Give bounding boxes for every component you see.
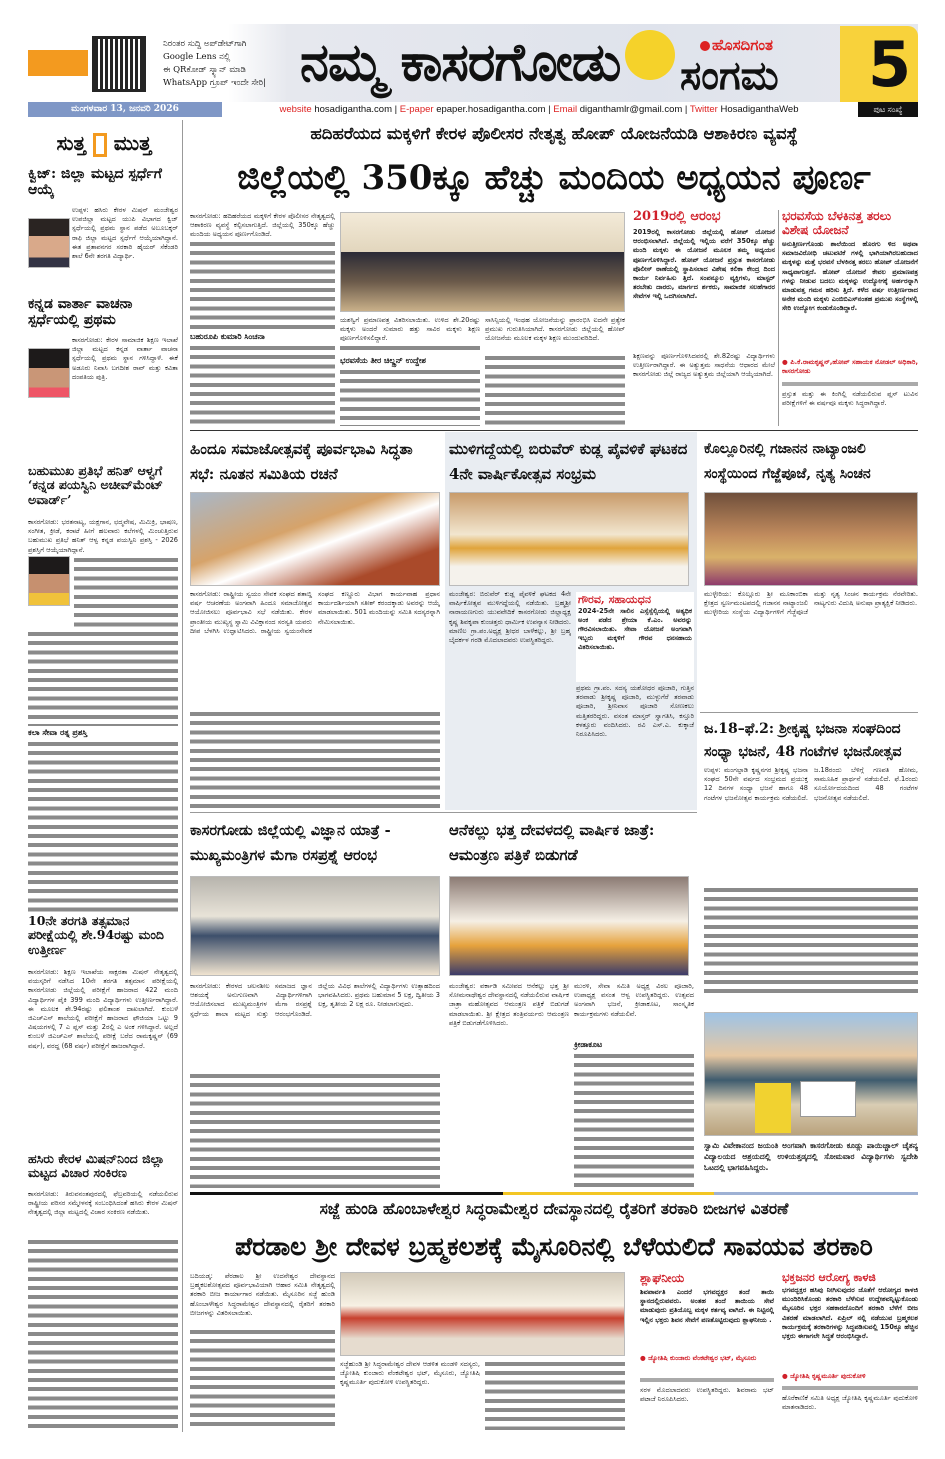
article-body: ಸರಳ ಮೊದಲಾದವರು ಉಪಸ್ಥಿತರಿದ್ದರು. ಶಿವರಾಮ ಭಟ್ ಪಟಾಜೆ ನಿರೂಪಿಸಿದರು. [640, 1386, 774, 1404]
headline: ಹಿಂದೂ ಸಮಾಜೋತ್ಸವಕ್ಕೆ ಪೂರ್ವಭಾವಿ ಸಿದ್ಧತಾ ಸಭೆ: ನೂತನ ಸಮಿತಿಯ ರಚನೆ [190, 440, 413, 483]
sidebar-heading: ಭಕ್ತಜನರ ಆರೋಗ್ಯ ಕಾಳಜಿ [782, 1271, 876, 1284]
student-photo [28, 556, 70, 606]
brand-name: ಹೊಸದಿಗಂತ [712, 36, 773, 54]
section-logo-text: ಸುತ್ತ [56, 131, 86, 155]
column-divider [182, 120, 183, 1432]
article-body: ಕಾಸರಗೋಡು: ತಿರುವನಂತಪುರದಲ್ಲಿ ಫೆಬ್ರವರಿಯಲ್ಲಿ ನಡೆಯಲಿರುವ ರಾಷ್ಟ್ರೀಯ ಪರಿಸರ ಸಮ್ಮೇಳನಕ್ಕೆ ಸಂಬಂಧಿಸಿದಂತೆ ಹಸಿರು ಕೇರಳ ಮಿಷನ್ ನೇತೃತ್ವದಲ್ಲಿ ಜಿಲ್ಲಾ ಮಟ್ಟದಲ್ಲಿ ವಿಚಾರ ಸಂಕಿರಣ ನಡೆಯಿತು. [28, 1190, 178, 1217]
banner [800, 1081, 856, 1117]
bottom-kicker: ಸಜ್ಜೆ ಹುಂಡಿ ಹೊಂಬಾಳೇಶ್ವರ ಸಿದ್ಧರಾಮೇಶ್ವರ ದೇವಸ್ಥಾನದಲ್ಲಿ ರೈತರಿಗೆ ತರಕಾರಿ ಬೀಜಗಳ ವಿತರಣೆ [319, 1199, 789, 1218]
headline: ಆನೆಕಲ್ಲು ಭತ್ತ ದೇವಳದಲ್ಲಿ ವಾರ್ಷಿಕ ಜಾತ್ರೆ: ಆಮಂತ್ರಣ ಪತ್ರಿಕೆ ಬಿಡುಗಡೆ [449, 821, 655, 864]
article-body: ಸಾಸಿನ್ಸಿಯಲ್ಲಿ ಇಂಥಹ ಯೋಜನೆಯನ್ನು ಪ್ರಾರಂಭಿಸಿ ಐದನೇ ಪ್ರತ್ಯೇಕ ಪ್ರಮುಖ ಗುರುತಿಸಿಯಾಗಿದೆ. ಕಾಸರಗೋಡು ಜಿಲ್ಲೆಯಲ್ಲಿ ಹೋಪ್ ಯೋಜನೆಯ ಮೂಲಕ ಮಕ್ಕಳ ಶಿಕ್ಷಣ ಮುಂದುವರಿದಿದೆ. [485, 316, 625, 343]
article-text: ಕಾಸರಗೋಡು: ಕೇರಳ ಸಾಮಾಜಿಕ ಶಿಕ್ಷಣ ಇಲಾಖೆ ಜಿಲ್ಲಾ ಮಟ್ಟದ ಕನ್ನಡ ವಾರ್ತಾ ವಾಚನಾ ಸ್ಪರ್ಧೆಯಲ್ಲಿ ಪ್ರಥಮ ಸ್ಥಾನ ಗಳಿಸಿದ್ದಾಳೆ. ಈಕೆ ಅಡೂರು ನಿವಾಸಿ ಬಗದೀಶ ರಾವ್ ಮತ್ತು ಕವಿತಾ ದಂಪತಿಯ ಪುತ್ರಿ. [72, 336, 178, 381]
sidebar-text: 2019ರಲ್ಲಿ ಕಾಸರಗೋಡು ಜಿಲ್ಲೆಯಲ್ಲಿ ಹೋಪ್ ಯೋಜನೆ ಆರಂಭಿಸಲಾಗಿದೆ. ಜಿಲ್ಲೆಯಲ್ಲಿ ಇಲ್ಲಿಯ ವರೆಗೆ 350ಕ್ಕೂ ಹೆಚ್ಚು ಮಂದಿ ಮಕ್ಕಳು ಈ ಯೋಜನೆ ಮೂಲಕ ತಮ್ಮ ಅಧ್ಯಯನ ಪೂರ್ಣಗೊಳಿಸಿದ್ದಾರೆ. ಹೋಪ್ ಯೋಜನೆ ಪ್ರಸ್ತುತ ಕಾಸರಗೋಡು ಪೊಲೀಸ್ ಠಾಣೆಯಲ್ಲಿ ಸ್ಥಾಪಿಸಲಾದ ವಿಶೇಷ ಕಲಿಕಾ ಕೇಂದ್ರ ದಿಂದ ಕಾರ್ಯ ನಿರ್ವಹಿಸು ತ್ತಿದೆ. ಸಂಪನ್ಮೂಲ ವ್ಯಕ್ತಿಗಳು, ಮಾಸ್ಟರ್ ತರಬೇತು ದಾರರು, ಮಾರ್ಗದ ರ್ಶಕರು, ಸಾಮಾಜಿಕ ಸಲಹೆಗಾರರ ಸೇವೆಗಳ ಇಲ್ಲಿ ಒದಗಿಸಲಾಗಿದೆ. [633, 228, 775, 301]
headline: ಕಾಸರಗೋಡು ಜಿಲ್ಲೆಯಲ್ಲಿ ವಿಜ್ಞಾನ ಯಾತ್ರೆ - ಮುಖ್ಯಮಂತ್ರಿಗಳ ಮೆಗಾ ರಸಪ್ರಶ್ನೆ ಆರಂಭ [190, 822, 391, 864]
sun-decoration [625, 30, 675, 80]
photo-spacer [28, 216, 72, 274]
article-body-continued [340, 344, 480, 354]
headline: ಹಸಿರು ಕೇರಳ ಮಿಷನ್‌ನಿಂದ ಜಿಲ್ಲಾ ಮಟ್ಟದ ವಿಚಾರ ಸಂಕಿರಣ [28, 1151, 165, 1181]
headline: ಕನ್ನಡ ವಾರ್ತಾ ವಾಚನಾ ಸ್ಪರ್ಧೆಯಲ್ಲಿ ಪ್ರಥಮ [28, 296, 133, 329]
sidebar-text: ಶಿವಪಾರ್ವತಿ ಎಂದರೆ ಭಗವದ್ಭಕ್ತರ ತಂದೆ ತಾಯಿ ಸ್ಥಾನದಲ್ಲಿರುವವರು. ಅಂತಹ ತಂದೆ ತಾಯಿಯ ಸೇವೆ ಮಾಡುವುದು ಪ್ರತಿಯೊಬ್ಬ ಮಕ್ಕಳ ಕರ್ತವ್ಯ ವಾಗಿದೆ. ಈ ನಿಟ್ಟಿನಲ್ಲಿ ಇಲ್ಲಿನ ಭಕ್ತರು ಶಿವನ ಸೇವೆಗೆ ಪಣತೊಟ್ಟಿರುವುದು ಶ್ಲಾಘನೀಯ . [640, 1288, 774, 1324]
orange-accent-bar [28, 50, 88, 76]
article-body [28, 206, 178, 280]
sidebar-rule [640, 1378, 774, 1382]
subheading: ಕ್ರೀಡಾಕೂಟ [574, 1039, 603, 1049]
headline: ಬಹುಮುಖ ಪ್ರತಿಭೆ ಹನಿತ್ ಆಳ್ವಗೆ ‘ಕನ್ನಡ ಪಯಸ್ವಿನಿ ಅಚೀವ್‌ಮೆಂಟ್ ಅವಾರ್ಡ್’ [28, 463, 163, 507]
event-photo [449, 492, 689, 586]
subheading: ಬಹುರೂಪಿ ಕುಮಾರಿ ಸಿಂಚನಾ [190, 331, 265, 341]
brand-logo-icon [700, 41, 710, 51]
article-body-continued [28, 740, 178, 912]
section-logo [34, 126, 174, 160]
section-logo-text: ಮುತ್ತ [113, 131, 152, 155]
article-body: ಹೊರೆಕಾಣಿಕೆ ಸಮಿತಿ ಅಧ್ಯಕ್ಷ ಜ್ಯೋತಿಷಿ ಕೃಷ್ಣಮೂರ್ತಿ ಪುದುಕೋಳಿ ಮಾತನಾಡಿದರು. [782, 1394, 918, 1412]
photo-caption: ಸ್ವಾಮಿ ವಿವೇಕಾನಂದ ಜಯಂತಿ ಅಂಗವಾಗಿ ಕಾಸರಗೋಡು ಕೂಡ್ಲು ಪಾಯಿಚ್ಚಾಲ್ ಚೈತನ್ಯ ವಿದ್ಯಾಲಯದ ಆಶ್ರಯದಲ್ಲಿ ಉಳಿಯತ್ತಡ್ಕದಲ್ಲಿ ಸೋಮವಾರ ವಿದ್ಯಾರ್ಥಿಗಳು ಸ್ವದೇಶಿ ಓಟದಲ್ಲಿ ಭಾಗವಹಿಸಿದ್ದರು. [704, 1141, 918, 1172]
door-icon [93, 133, 107, 157]
twitter-link[interactable]: HosadiganthaWeb [720, 104, 799, 115]
event-photo [704, 492, 918, 586]
sidebar-rule [782, 382, 918, 386]
article-body-continued [190, 710, 440, 808]
article-body-continued [704, 886, 918, 998]
promo-line: ನಿರಂತರ ಸುದ್ದಿ ಅಪ್‌ಡೇಟ್‌ಗಾಗಿ [163, 39, 247, 49]
contact-links: website hosadigantha.com | E-paper epaper.hosadigantha.com | Email diganthamlr@gmail.com | Twitter HosadiganthaWeb [279, 104, 799, 115]
lead-headline: ಜಿಲ್ಲೆಯಲ್ಲಿ 350ಕ್ಕೂ ಹೆಚ್ಚು ಮಂದಿಯ ಅಧ್ಯಯನ ಪೂರ್ಣ [237, 158, 871, 198]
article-body: ಯಶಸ್ವಿಗೆ ಪ್ರಮಾಣಪತ್ರ ವಿತರಿಸಲಾಯಿತು. ಉಳಿದ ಶೇ.20ರಷ್ಟು ಮಕ್ಕಳು ಅಂದರೆ ಸುಮಾರು ಹತ್ತು ಸಾವಿರ ಮಕ್ಕಳು ಶಿಕ್ಷಣ ಪೂರ್ಣಗೊಳಿಸಲಿದ್ದಾರೆ. [340, 316, 480, 343]
article-body-continued [340, 368, 480, 426]
event-photo [190, 492, 440, 586]
article-body: ಮುಳ್ಳೇರಿಯ: ಕೊಲ್ಲೂರು ಶ್ರೀ ಮೂಕಾಂಬಿಕಾ ಕ್ಷೇತ್ರದ ಸ್ವರ್ಣಮಂಟಪದಲ್ಲಿ ಗಜಾನನ ನಾಟ್ಯಾಂಜಲಿ ಮುಳ್ಳೇರಿಯ ಸಂಸ್ಥೆಯ ವಿದ್ಯಾರ್ಥಿಗಳಿಗೆ ಗೆಜ್ಜೆಪೂಜೆ ಮತ್ತು ನೃತ್ಯ ಸಿಂಚನ ಕಾರ್ಯಕ್ರಮ ನೆರವೇರಿತು. ನಾಟ್ಯಗುರು ವಿದುಷಿ ಅನುಷಾ ಪ್ರಾತ್ಯಕ್ಷಿಕೆ ನೀಡಿದರು. [704, 590, 918, 617]
section-divider [190, 812, 697, 813]
event-photo [449, 876, 689, 976]
article-body-continued [190, 1328, 335, 1430]
info-box-text: 2024-25ನೇ ಸಾಲಿನ ಎಸ್ಸೆಸ್ಸೆಲ್ಸಿಯಲ್ಲಿ ಅತ್ಯಧಿಕ ಅಂಕ ಪಡೆದ ಶ್ರೇಯಾ ಕೆ.ಎಂ. ಅವರನ್ನು ಗೌರವಿಸಲಾಯಿತು. ಸೇವಾ ಯೋಜನೆ ಅಂಗವಾಗಿ ಇಬ್ಬರು ಮಕ್ಕಳಿಗೆ ಗೌರವ ಧನಸಹಾಯ ವಿತರಿಸಲಾಯಿತು. [578, 606, 692, 652]
event-photo [190, 876, 440, 976]
article-body: ಪ್ರಥಮ ಗ್ರಾ.ಪಂ. ಸದಸ್ಯ ಯಶೋಧರ ಪೂಜಾರಿ, ಗುತ್ತಿನ ತರವಾಡು ಶ್ರೀಕೃಷ್ಣ ಪೂಜಾರಿ, ಮುಳ್ಳುಗೆರೆ ತರವಾಡು ಪೂಜಾರಿ, ಶ್ರೀನಿವಾಸ ಪೂಜಾರಿ ಸೋಣಕಲು ಮತ್ತಿತರರಿದ್ದರು. ವಸಂತ ಮಾಸ್ತರ್ ಸ್ವಾಗತಿಸಿ, ಕಸ್ತೂರಿ ಕಳತ್ತೂರು ವಂದಿಸಿದರು. ರವಿ ಎಸ್.ಎ. ಕುಕ್ಕಾಜೆ ನಿರೂಪಿಸಿದರು. [576, 684, 694, 739]
link-label: Twitter [689, 104, 718, 115]
sidebar-heading: ಭರವಸೆಯ ಬೆಳಕಿನತ್ತ ತರಲು ವಿಶೇಷ ಯೋಜನೆ [782, 209, 892, 237]
flag [755, 1083, 791, 1133]
article-body-continued [190, 1072, 440, 1188]
sidebar-heading: 2019ರಲ್ಲಿ ಆರಂಭ [633, 209, 721, 224]
promo-line: WhatsApp ಗ್ರೂಪ್ ಇಂದೇ ಸೇರಿ| [163, 78, 267, 88]
article-body-continued [485, 354, 625, 426]
article-body: ಉಪ್ಪಳ: ಮಂಗಲ್ಪಾಡಿ ಕೃಷ್ಣನಗರ ಶ್ರೀಕೃಷ್ಣ ಭಜನಾ ಸಂಘದ 50ನೇ ವರ್ಷದ ಸಂಭ್ರಮದ ಪ್ರಯುಕ್ತ 12 ದಿನಗಳ ಸಂಧ್ಯಾ ಭಜನೆ ಹಾಗೂ 48 ಗಂಟೆಗಳ ಭಜನೋತ್ಸವ ಕಾರ್ಯಕ್ರಮ ನಡೆಯಲಿದೆ. ಜ.18ರಂದು ಬೆಳಿಗ್ಗೆ ಗಣಪತಿ ಹೋಮ, ಸಾಮೂಹಿಕ ಪ್ರಾರ್ಥನೆ ನಡೆಯಲಿದೆ. ಫೆ.1ರಂದು ಸೂರ್ಯೋದಯದಿಂದ 48 ಗಂಟೆಗಳ ಭಜನೋತ್ಸವ ನಡೆಯಲಿದೆ. [704, 766, 918, 802]
article-body: ಪ್ರಸ್ತುತ ಮತ್ತು ಈ ಕಿಂಗಿಲ್ಲಿ ನಡೆಯಲಿರುವ ಪ್ಲಸ್ ಟುವಿನ ಪರೀಕ್ಷೆಗಳಿಗೆ ಈ ವರ್ಷವೂ ಮಕ್ಕಳು ಸಿದ್ಧರಾಗಿದ್ದಾರೆ. [782, 390, 918, 408]
article-body [28, 336, 178, 446]
email-link[interactable]: diganthamlr@gmail.com [579, 104, 683, 115]
section-divider [190, 1192, 918, 1195]
page-title: ನಮ್ಮ ಕಾಸರಗೋಡು [300, 32, 621, 93]
article-body-continued [28, 630, 178, 726]
headline: 10ನೇ ತರಗತಿ ತತ್ಸಮಾನ ಪರೀಕ್ಷೆಯಲ್ಲಿ ಶೇ.94ರಷ್ಟು ಮಂದಿ ಉತ್ತೀರ್ಣ [28, 913, 165, 957]
article-body-continued [74, 556, 178, 628]
sidebar-text: ಭಗವದ್ಭಕ್ತರ ಹಸಿವು ನೀಗಿಸುವುದರ ಜೊತೆಗೆ ಆರೋಗ್ಯದ ಕಾಳಜಿ ಮುಂದಿರಿಸಿಕೊಂಡು ತರಕಾರಿ ಬೆಳೆಸುವ ಉದ್ದೇಶವನ್ನಿಟ್ಟುಕೊಂಡು ಮೈಸೂರಿನ ಭಕ್ತರ ಸಹಕಾರದೊಂದಿಗೆ ತರಕಾರಿ ಬೆಳೆಗೆ ಬೀಜ ವಿತರಣೆ ಮಾಡಲಾಗಿದೆ. ಏಪ್ರಿಲ್ ನಲ್ಲಿ ನಡೆಯುವ ಬ್ರಹ್ಮಕಲಶ ಕಾರ್ಯಕ್ರಮಕ್ಕೆ ತರಕಾರಿಗಳನ್ನು ಸಿದ್ಧಪಡಿಸುವಲ್ಲಿ 150ಕ್ಕೂ ಹೆಚ್ಚಿನ ಭಕ್ತರು ಈಗಾಗಲೇ ಸಿದ್ಧತೆ ಆರಂಭಿಸಿದ್ದಾರೆ. [782, 1286, 918, 1341]
article-body: ಕಾಸರಗೋಡು: ಹದಿಹರೆಯದ ಮಕ್ಕಳಿಗೆ ಕೇರಳ ಪೊಲೀಸರ ನೇತೃತ್ವದಲ್ಲಿ ಆಶಾಕಿರಣ ವ್ಯವಸ್ಥೆ ಕಲ್ಪಿಸಲಾಗುತ್ತಿದೆ. ಜಿಲ್ಲೆಯಲ್ಲಿ 350ಕ್ಕೂ ಹೆಚ್ಚು ಮಂದಿಯ ಅಧ್ಯಯನ ಪೂರ್ಣಗೊಂಡಿದೆ. [190, 212, 335, 239]
section-divider [190, 430, 918, 431]
sidebar-text: ಅನುತ್ತೀರ್ಣಗೊಂಡು ಶಾಲೆಯಿಂದ ಹೊರಗು ಳಿದ ಅಥವಾ ಸಮಾಜವಿರೋಧಿ ಚಟುವಟಿಕೆ ಗಳಲ್ಲಿ ಭಾಗಿಯಾಗಿರಬಹುದಾದ ಮಕ್ಕಳನ್ನು ಮತ್ತೆ ಭರವಸೆ ಬೆಳಕಿನತ್ತ ತರಲು ಹೋಪ್ ಯೋಜನೆಗೆ ಸಾಧ್ಯವಾಗುತ್ತದೆ. ಹೋಪ್ ಯೋಜನೆ ಕೇವಲ ಪ್ರಮಾಣಪತ್ರ ಗಳನ್ನು ನೀಡುವ ಬದಲು ಮಕ್ಕಳನ್ನು ಉದ್ಯೋಗಕ್ಕೆ ಅರ್ಹರನ್ನಾಗಿ ಮಾಡುವತ್ತ ಗಮನ ಹರಿಸು ತ್ತಿದೆ. ಕಳೆದ ವರ್ಷ ಉತ್ತೀರ್ಣರಾದ ಅನೇಕ ಮಂದಿ ಮಕ್ಕಳು ಎಂಬಿಬಿಎಸ್‌ನಂತಹ ಪ್ರಮುಖ ಸಂಸ್ಥೆಗಳಲ್ಲಿ ಸೇರಿ ಉದ್ಯೋಗ ಕಂಡುಕೊಂಡಿದ್ದಾರೆ. [782, 240, 918, 313]
info-box [576, 592, 694, 682]
article-body: ಮುರಳಿ, ಸೇವಾ ಸಮಿತಿ ಅಧ್ಯಕ್ಷ ವಿಠಲ ಪೂಜಾರಿ, ಉಪಾಧ್ಯಕ್ಷ ವಸಂತ ಆಳ್ವ ಉಪಸ್ಥಿತರಿದ್ದರು. ಉತ್ಸವದ ಅಂಗವಾಗಿ ಭಜನೆ, ಕ್ರೀಡಾಕೂಟ, ಸಾಂಸ್ಕೃತಿಕ ಕಾರ್ಯಕ್ರಮಗಳು ನಡೆಯಲಿವೆ. [574, 982, 694, 1018]
website-link[interactable]: hosadigantha.com [314, 104, 392, 115]
article-body-continued [485, 1360, 625, 1430]
article-body: ಮಂಜೇಶ್ವರ: ವರ್ಕಾಡಿ ಸಮೀಪದ ಆನೆಕಲ್ಲು ಭತ್ತ ಶ್ರೀ ಸೋಮನಾಥೇಶ್ವರ ದೇವಸ್ಥಾನದಲ್ಲಿ ನಡೆಯಲಿರುವ ವಾರ್ಷಿಕ ಜಾತ್ರಾ ಮಹೋತ್ಸವದ ಆಮಂತ್ರಣ ಪತ್ರಿಕೆ ಬಿಡುಗಡೆ ಮಾಡಲಾಯಿತು. ಶ್ರೀ ಕ್ಷೇತ್ರದ ತಂತ್ರಿವರ್ಯರು ಆಮಂತ್ರಣ ಪತ್ರಿಕೆ ಬಿಡುಗಡೆಗೊಳಿಸಿದರು. [449, 982, 569, 1027]
issue-date: ಮಂಗಳವಾರ 13, ಜನವರಿ 2026 [28, 102, 222, 117]
news-photo [704, 1012, 918, 1136]
article-body: ಕಾಸರಗೋಡು: ಶಿಕ್ಷಣ ಇಲಾಖೆಯ ಸಾಕ್ಷರತಾ ಮಿಷನ್ ನೇತೃತ್ವದಲ್ಲಿ ವಯಸ್ಕರಿಗೆ ನಡೆಸಿದ 10ನೇ ತರಗತಿ ತತ್ಸಮಾನ ಪರೀಕ್ಷೆಯಲ್ಲಿ ಕಾಸರಗೋಡು ಜಿಲ್ಲೆಯಲ್ಲಿ ಪರೀಕ್ಷೆಗೆ ಹಾಜರಾದ 422 ಮಂದಿ ವಿದ್ಯಾರ್ಥಿಗಳ ಪೈಕಿ 399 ಮಂದಿ ವಿದ್ಯಾರ್ಥಿಗಳು ಉತ್ತೀರ್ಣರಾಗಿದ್ದಾರೆ. ಈ ಮೂಲಕ ಶೇ.94ರಷ್ಟು ಫಲಿತಾಂಶ ದಾಖಲಾಗಿದೆ. ಕುಂಬಳೆ ಜಿಎಚ್‌ಎಸ್ ಶಾಲೆಯಲ್ಲಿ ಪರೀಕ್ಷೆಗೆ ಹಾಜರಾದ ಫೌಜಿಯಾ ಒಟ್ಟು 9 ವಿಷಯಗಳಲ್ಲಿ 7 ಎ ಪ್ಲಸ್ ಮತ್ತು 2ರಲ್ಲಿ ಎ ಅಂಕ ಗಳಿಸಿದ್ದಾರೆ. ಅಲ್ಲದೆ ಕುಂಬಳೆ ಜಿಎಚ್‌ಎಸ್ ಶಾಲೆಯಲ್ಲಿ ಪರೀಕ್ಷೆ ಬರೆದ ರಾಮಕೃಷ್ಣನ್ (69 ವರ್ಷ), ವರದ್ದ (68 ವರ್ಷ) ಪರೀಕ್ಷೆಗೆ ಹಾಜರಾಗಿದ್ದಾರೆ. [28, 968, 178, 1050]
headline: ಕ್ವಿಜ್: ಜಿಲ್ಲಾ ಮಟ್ಟದ ಸ್ಪರ್ಧೆಗೆ ಆಯ್ಕೆ [28, 166, 162, 199]
sidebar-heading: ಶ್ಲಾಘನೀಯ [640, 1271, 685, 1285]
article-body: ಶಿಕ್ಷಣವನ್ನು ಪೂರ್ಣಗೊಳಿಸಿದವರಲ್ಲಿ ಶೇ.82ರಷ್ಟು ವಿದ್ಯಾರ್ಥಿಗಳು ಉತ್ತೀರ್ಣರಾಗಿದ್ದಾರೆ. ಈ ಅತ್ಯುತ್ತಮ ಸಾಧನೆಯ ಆಧಾರದ ಮೇಲೆ ಕಾಸರಗೋಡು ಜಿಲ್ಲೆ ರಾಜ್ಯದ ಅತ್ಯುತ್ತಮ ಜಿಲ್ಲೆಯಾಗಿ ಆಯ್ಕೆಯಾಗಿದೆ. [633, 352, 775, 379]
link-label: website [279, 104, 312, 115]
article-body-continued [574, 1052, 694, 1188]
headline: ಕೊಲ್ಲೂರಿನಲ್ಲಿ ಗಜಾನನ ನಾಟ್ಯಾಂಜಲಿ ಸಂಸ್ಥೆಯಿಂದ ಗೆಜ್ಜೆಪೂಜೆ, ನೃತ್ಯ ಸಿಂಚನ [704, 441, 871, 482]
whatsapp-promo [163, 38, 293, 90]
article-body-continued [190, 344, 335, 426]
lead-kicker: ಹದಿಹರೆಯದ ಮಕ್ಕಳಿಗೆ ಕೇರಳ ಪೊಲೀಸರ ನೇತೃತ್ವ ಹೋಪ್ ಯೋಜನೆಯಡಿ ಆಶಾಕಿರಣ ವ್ಯವಸ್ಥೆ [310, 124, 798, 143]
link-label: E-paper [399, 104, 434, 115]
bottom-headline: ಪೆರಡಾಲ ಶ್ರೀ ದೇವಳ ಬ್ರಹ್ಮಕಲಶಕ್ಕೆ ಮೈಸೂರಿನಲ್ಲಿ ಬೆಳೆಯಲಿದೆ ಸಾವಯವ ತರಕಾರಿ [235, 1232, 873, 1261]
promo-line: ಈ QRಕೋಡ್ ಸ್ಕ್ಯಾನ್ ಮಾಡಿ [163, 65, 246, 75]
epaper-link[interactable]: epaper.hosadigantha.com [436, 104, 546, 115]
article-body: ಸಜ್ಜೆಹುಂಡಿ ಶ್ರೀ ಸಿದ್ಧರಾಮೇಶ್ವರ ದೇವಳ ಆಡಳಿತ ಮಂಡಳಿ ಸದಸ್ಯರು, ಜ್ಯೋತಿಷಿ ಕುಂಜಾರು ವೆಂಕಟೇಶ್ವರ ಭಟ್, ಮೈಸೂರು, ಜ್ಯೋತಿಷಿ ಕೃಷ್ಣಮೂರ್ತಿ ಪುದುಕೋಳಿ ಉಪಸ್ಥಿತರಿದ್ದರು. [340, 1360, 480, 1387]
bottom-photo [340, 1272, 625, 1356]
sidebar-signature: ● ಪಿ.ಕೆ.ರಾಮಕೃಷ್ಣನ್,ಹೋಪ್ ಸಹಾಯಕ ನೋಡಲ್ ಅಧಿಕಾರಿ, ಕಾಸರಗೋಡು [782, 358, 918, 378]
supplement-name: ಸಂಗಮ [680, 52, 779, 99]
article-body-continued [28, 1238, 178, 1430]
article-text: ಉಪ್ಪಳ: ಹಸಿರು ಕೇರಳ ಮಿಷನ್ ಮಂಜೇಶ್ವರ ಉಪಜಿಲ್ಲಾ ಮಟ್ಟದ ಯುಪಿ ವಿಭಾಗದ ಕ್ವಿಜ್ ಸ್ಪರ್ಧೆಯಲ್ಲಿ ಪ್ರಥಮ ಸ್ಥಾನ ಪಡೆದ ಅಬೂಬಕ್ಕರ್ ರಾಫಿ ಜಿಲ್ಲಾ ಮಟ್ಟದ ಸ್ಪರ್ಧೆಗೆ ಆಯ್ಕೆಯಾಗಿದ್ದಾನೆ. ಈತ ಪ್ರತಾಪನಗರ ಸರಕಾರಿ ಹೈಯರ್ ಸೆಕೆಂಡರಿ ಶಾಲೆ 6ನೇ ತರಗತಿ ವಿದ್ಯಾರ್ಥಿ. [72, 206, 178, 261]
article-body-continued [190, 240, 335, 330]
sidebar-rule [782, 1386, 918, 1390]
section-divider [700, 712, 918, 713]
page-label: ಪುಟ ಸಂಖ್ಯೆ [858, 102, 918, 117]
subheading: ಭರವಸೆಯ ತೀರ ಚಿಲ್ಡ್ರನ್ ಉದ್ದೇಶ [340, 355, 426, 365]
photo-spacer [28, 346, 72, 406]
headline: ಮುಳಿಗದ್ದೆಯಲ್ಲಿ ಬಿರುವೆರ್ ಕುಡ್ಲ ಪೈವಳಿಕೆ ಘಟಕದ 4ನೇ ವಾರ್ಷಿಕೋತ್ಸವ ಸಂಭ್ರಮ [449, 440, 688, 483]
lead-photo [340, 212, 625, 312]
qr-code[interactable] [92, 36, 146, 92]
article-body: ಕಾಸರಗೋಡು: ರಾಷ್ಟ್ರೀಯ ಸ್ವಯಂ ಸೇವಕ ಸಂಘದ ಶತಾಬ್ದಿ ವರ್ಷ ಆಚರಣೆಯ ಅಂಗವಾಗಿ ಹಿಂದೂ ಸಮಾಜೋತ್ಸವ ಆಯೋಜಿಸಲು ಪೂರ್ವಭಾವಿ ಸಭೆ ನಡೆಯಿತು. ಕೇರಳ ಪ್ರಾಂತೀಯ ಮುಖ್ಯಸ್ಥ ಸ್ವಾಮಿ ವಿವಿಕ್ತಾನಂದ ಸರಸ್ವತಿ ಯವರು ದೀಪ ಬೆಳಗಿಸಿ ಉದ್ಘಾಟಿಸಿದರು. ರಾಷ್ಟ್ರೀಯ ಸ್ವಯಂಸೇವಕ ಸಂಘದ ಕಣ್ಣೂರು ವಿಭಾಗ ಕಾರ್ಯವಾಹ ಪ್ರಧಾನ ಕಾರ್ಯದರ್ಶಿಯಾಗಿ ಸತೀಶ್ ಕರಂದಕ್ಕಾಡು ಅವರನ್ನು ಆಯ್ಕೆ ಮಾಡಲಾಯಿತು. 501 ಮಂದಿಯನ್ನು ಸಮಿತಿ ಸದಸ್ಯರನ್ನಾಗಿ ನೇಮಿಸಲಾಯಿತು. [190, 590, 440, 635]
promo-line: Google Lens ನಲ್ಲಿ [163, 52, 231, 62]
sidebar-signature: ● ಜ್ಯೋತಿಷಿ ಕುಂಜಾರು ವೆಂಕಟೇಶ್ವರ ಭಟ್, ಮೈಸೂರು [640, 1354, 774, 1374]
info-box-heading: ಗೌರವ, ಸಹಾಯಧನ [578, 593, 651, 606]
headline: ಜ.18–ಫೆ.2: ಶ್ರೀಕೃಷ್ಣ ಭಜನಾ ಸಂಘದಿಂದ ಸಂಧ್ಯಾ ಭಜನೆ, 48 ಗಂಟೆಗಳ ಭಜನೋತ್ಸವ [704, 721, 902, 760]
page-number: 5 [868, 28, 912, 101]
article-body: ಮಂಜೇಶ್ವರ: ಬಿರುವೆರ್ ಕುಡ್ಲ ಪೈವಳಿಕೆ ಘಟಕದ 4ನೇ ವಾರ್ಷಿಕೋತ್ಸವ ಮುಳಿಗದ್ದೆಯಲ್ಲಿ ನಡೆಯಿತು. ಬ್ರಹ್ಮಶ್ರೀ ನಾರಾಯಣಗುರು ಯುವವೇದಿಕೆ ಕಾಸರಗೋಡು ಜಿಲ್ಲಾಧ್ಯಕ್ಷ ಕೃಷ್ಣ ಶಿವಕೃಪಾ ಕುಂಚತ್ತರು ಧಾರ್ಮಿಕ ಉಪನ್ಯಾಸ ನೀಡಿದರು. ಮಾಣಿಲ ಗ್ರಾ.ಪಂ.ಅಧ್ಯಕ್ಷ ಶ್ರೀಧರ ಬಾಳೆಕಲ್ಲು, ಶ್ರೀ ಬ್ರಹ್ಮ ಬೈದರ್ಕಳ ಗರಡಿ ಮೊದಲಾದವರು ಉಪಸ್ಥಿತರಿದ್ದರು. [449, 590, 571, 645]
article-body: ಕಾಸರಗೋಡು: ಕೇರಳದ ಚಲನಶೀಲ ಸಮಾಜದ ಜ್ಞಾನ ಆಶಯಕ್ಕೆ ಅನುಗುಣವಾಗಿ ವಿದ್ಯಾರ್ಥಿಗಳಿಗಾಗಿ ಆಯೋಜಿಸಲಾದ ಮುಖ್ಯಮಂತ್ರಿಗಳ ಮೆಗಾ ರಸಪ್ರಶ್ನೆ ಸ್ಪರ್ಧೆಯ ಶಾಲಾ ಮಟ್ಟದ ಸುತ್ತು ಆರಂಭಗೊಂಡಿದೆ. ಜಿಲ್ಲೆಯ ವಿವಿಧ ಶಾಲೆಗಳಲ್ಲಿ ವಿದ್ಯಾರ್ಥಿಗಳು ಉತ್ಸಾಹದಿಂದ ಭಾಗವಹಿಸಿದರು. ಪ್ರಥಮ ಬಹುಮಾನ 5 ಲಕ್ಷ, ದ್ವಿತೀಯ 3 ಲಕ್ಷ, ತೃತೀಯ 2 ಲಕ್ಷ ರೂ. ನೀಡಲಾಗುವುದು. [190, 982, 440, 1018]
article-body: ಕಾಸರಗೋಡು: ಭರತನಾಟ್ಯ, ಯಕ್ಷಗಾನ, ಛದ್ಮವೇಷ, ಮಿಮಿಕ್ರಿ, ಭಾಷಣ, ಸಂಗೀತ, ಕ್ರೀಡೆ, ಕರಾಟೆ ಹೀಗೆ ಹಲವಾರು ಕಲೆಗಳಲ್ಲಿ ಮಿಂಚುತ್ತಿರುವ ಬಹುಮುಖ ಪ್ರತಿಭೆ ಹನಿತ್ ಆಳ್ವ ಕನ್ನಡ ಪಯಸ್ವಿನಿ ಪ್ರಶಸ್ತಿ - 2026 ಪ್ರಶಸ್ತಿಗೆ ಆಯ್ಕೆಯಾಗಿದ್ದಾನೆ. [28, 518, 178, 554]
article-body: ಬದಿಯಡ್ಕ: ಪೆರಡಾಲ ಶ್ರೀ ಉದನೇಶ್ವರ ದೇವಸ್ಥಾನದ ಬ್ರಹ್ಮಕಲಶೋತ್ಸವದ ಪೂರ್ವಭಾವಿಯಾಗಿ ಆಹಾರ ಸಮಿತಿ ನೇತೃತ್ವದಲ್ಲಿ ತರಕಾರಿ ಬೀಜ ಕಾರ್ಯಾಗಾರ ನಡೆಯಿತು. ಮೈಸೂರಿನ ಸಜ್ಜೆ ಹುಂಡಿ ಹೊಂಬಾಳೇಶ್ವರ ಸಿದ್ಧರಾಮೇಶ್ವರ ದೇವಸ್ಥಾನದಲ್ಲಿ ರೈತರಿಗೆ ತರಕಾರಿ ಬೀಜಗಳನ್ನು ವಿತರಿಸಲಾಯಿತು. [190, 1272, 335, 1317]
sidebar-signature: ● ಜ್ಯೋತಿಷಿ ಕೃಷ್ಣಮೂರ್ತಿ ಪುದುಕೋಳಿ [782, 1372, 918, 1382]
column-divider [778, 210, 779, 426]
link-label: Email [553, 104, 578, 115]
subheading: ಕಲಾ ಸೇವಾ ರತ್ನ ಪ್ರಶಸ್ತಿ [28, 727, 88, 737]
